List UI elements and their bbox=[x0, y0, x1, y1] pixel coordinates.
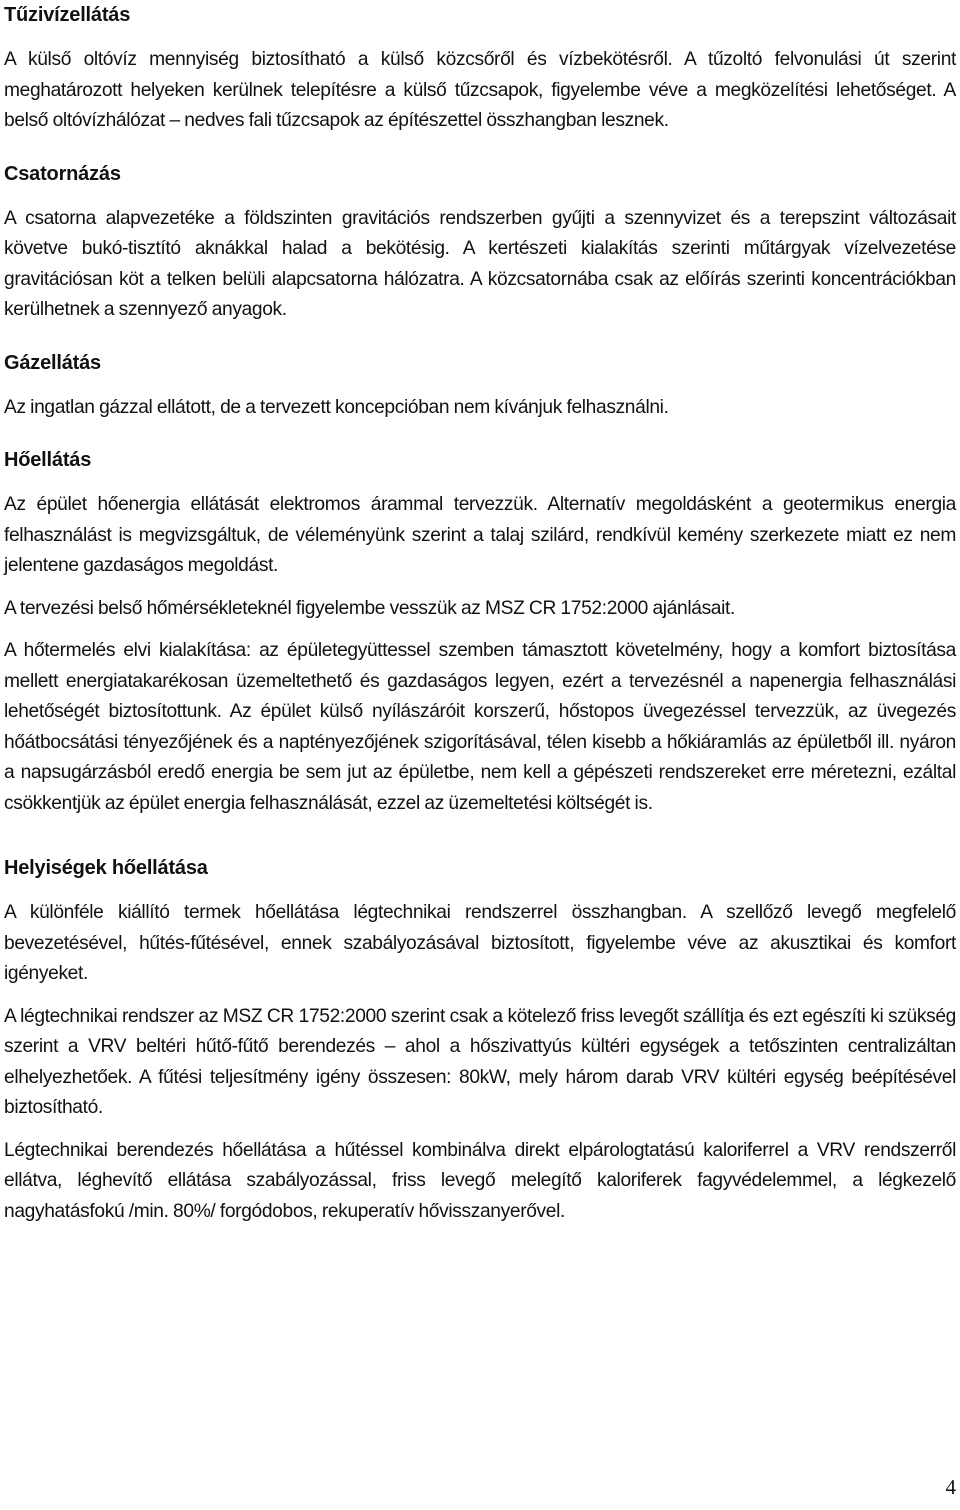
section-tuzivizellatas bbox=[4, 2, 956, 137]
section-paragraph: Légtechnikai berendezés hőellátása a hűtéssel kombinálva direkt elpárologtatású kaloriferrel a VRV rendszerről ellátva, léghevítő ellátása szabályozással, friss levegő melegítő kaloriferek fagyvédelemmel, a légkezelő nagyhatásfokú /min. 80%/ forgódobos, rekuperatív hővisszanyerővel. bbox=[4, 1139, 956, 1222]
section-paragraph: Az ingatlan gázzal ellátott, de a tervezett koncepcióban nem kívánjuk felhasználni. bbox=[4, 396, 669, 418]
section-heading: Gázellátás bbox=[4, 351, 101, 374]
section-heading: Tűzivízellátás bbox=[4, 4, 131, 26]
section-heading: Csatornázás bbox=[4, 162, 121, 185]
section-paragraph: A csatorna alapvezetéke a földszinten gravitációs rendszerben gyűjti a szennyvizet és a terepszint változásait követve bukó-tisztító aknákkal halad a bekötésig. A kertészeti kialakítás szerinti műtárgyak vízelvezetése gravitációsan köt a telken belüli alapcsatorna hálózatra. A közcsatornába csak az előírás szerinti koncentrációkban kerülhetnek a szennyező anyagok. bbox=[4, 207, 956, 320]
section-paragraph: A hőtermelés elvi kialakítása: az épületegyüttessel szemben támasztott követelmény, hogy a komfort biztosítása mellett energiatakarékosan üzemeltethető és gazdaságos legyen, ezért a tervezésnél a napenergia felhasználási lehetőségét biztosítottunk. Az épület külső nyílászáróit korszerű, hőstopos üvegezéssel tervezzük, az üvegezés hőátbocsátási tényezőjének és a naptényezőjének szigorításával, télen kisebb a hőkiáramlás az épületből ill. nyáron a napsugárzásból eredő energia be sem jut az épületbe, nem kell a gépészeti rendszereket erre méretezni, ezáltal csökkentjük az épület energia felhasználását, ezzel az üzemeltetési költségét is. bbox=[4, 640, 956, 814]
section-paragraph: A tervezési belső hőmérsékleteknél figyelembe vesszük az MSZ CR 1752:2000 ajánlásait. bbox=[4, 597, 736, 619]
section-heading: Helyiségek hőellátása bbox=[4, 857, 208, 879]
section-paragraph: Az épület hőenergia ellátását elektromos árammal tervezzük. Alternatív megoldásként a geotermikus energia felhasználást is megvizsgáltuk, de véleményünk szerint a talaj szilárd, rendkívül kemény szerkezete miatt ez nem jelentene gazdaságos megoldást. bbox=[4, 494, 956, 576]
section-csatornazas bbox=[4, 161, 956, 326]
section-paragraph: A külső oltóvíz mennyiség biztosítható a külső közcsőről és vízbekötésről. A tűzoltó felvonulási út szerint meghatározott helyeken kerülnek telepítésre a külső tűzcsapok, figyelembe véve a megközelítési lehetőséget. A belső oltóvízhálózat – nedves fali tűzcsapok az építészettel összhangban lesznek. bbox=[4, 49, 956, 131]
section-helyisegek-hoellatasa bbox=[4, 855, 956, 1227]
section-paragraph: A különféle kiállító termek hőellátása légtechnikai rendszerrel összhangban. A szellőző levegő megfelelő bevezetésével, hűtés-fűtésével, ennek szabályozásával biztosított, figyelembe véve az akusztikai és komfort igényeket. bbox=[4, 902, 956, 984]
page-number: 4 bbox=[945, 1475, 956, 1499]
section-heading: Hőellátás bbox=[4, 449, 92, 471]
section-hoellatas bbox=[4, 447, 956, 819]
section-paragraph: A légtechnikai rendszer az MSZ CR 1752:2000 szerint csak a kötelező friss levegőt szállítja és ezt egészíti ki szükség szerint a VRV beltéri hűtő-fűtő berendezés – ahol a hőszivattyús kültéri egységek a tetőszinten centralizáltan elhelyezhetőek. A fűtési teljesítmény igény összesen: 80kW, mely három darab VRV kültéri egység beépítésével biztosítható. bbox=[4, 1005, 956, 1118]
section-gazellatas bbox=[4, 350, 956, 424]
